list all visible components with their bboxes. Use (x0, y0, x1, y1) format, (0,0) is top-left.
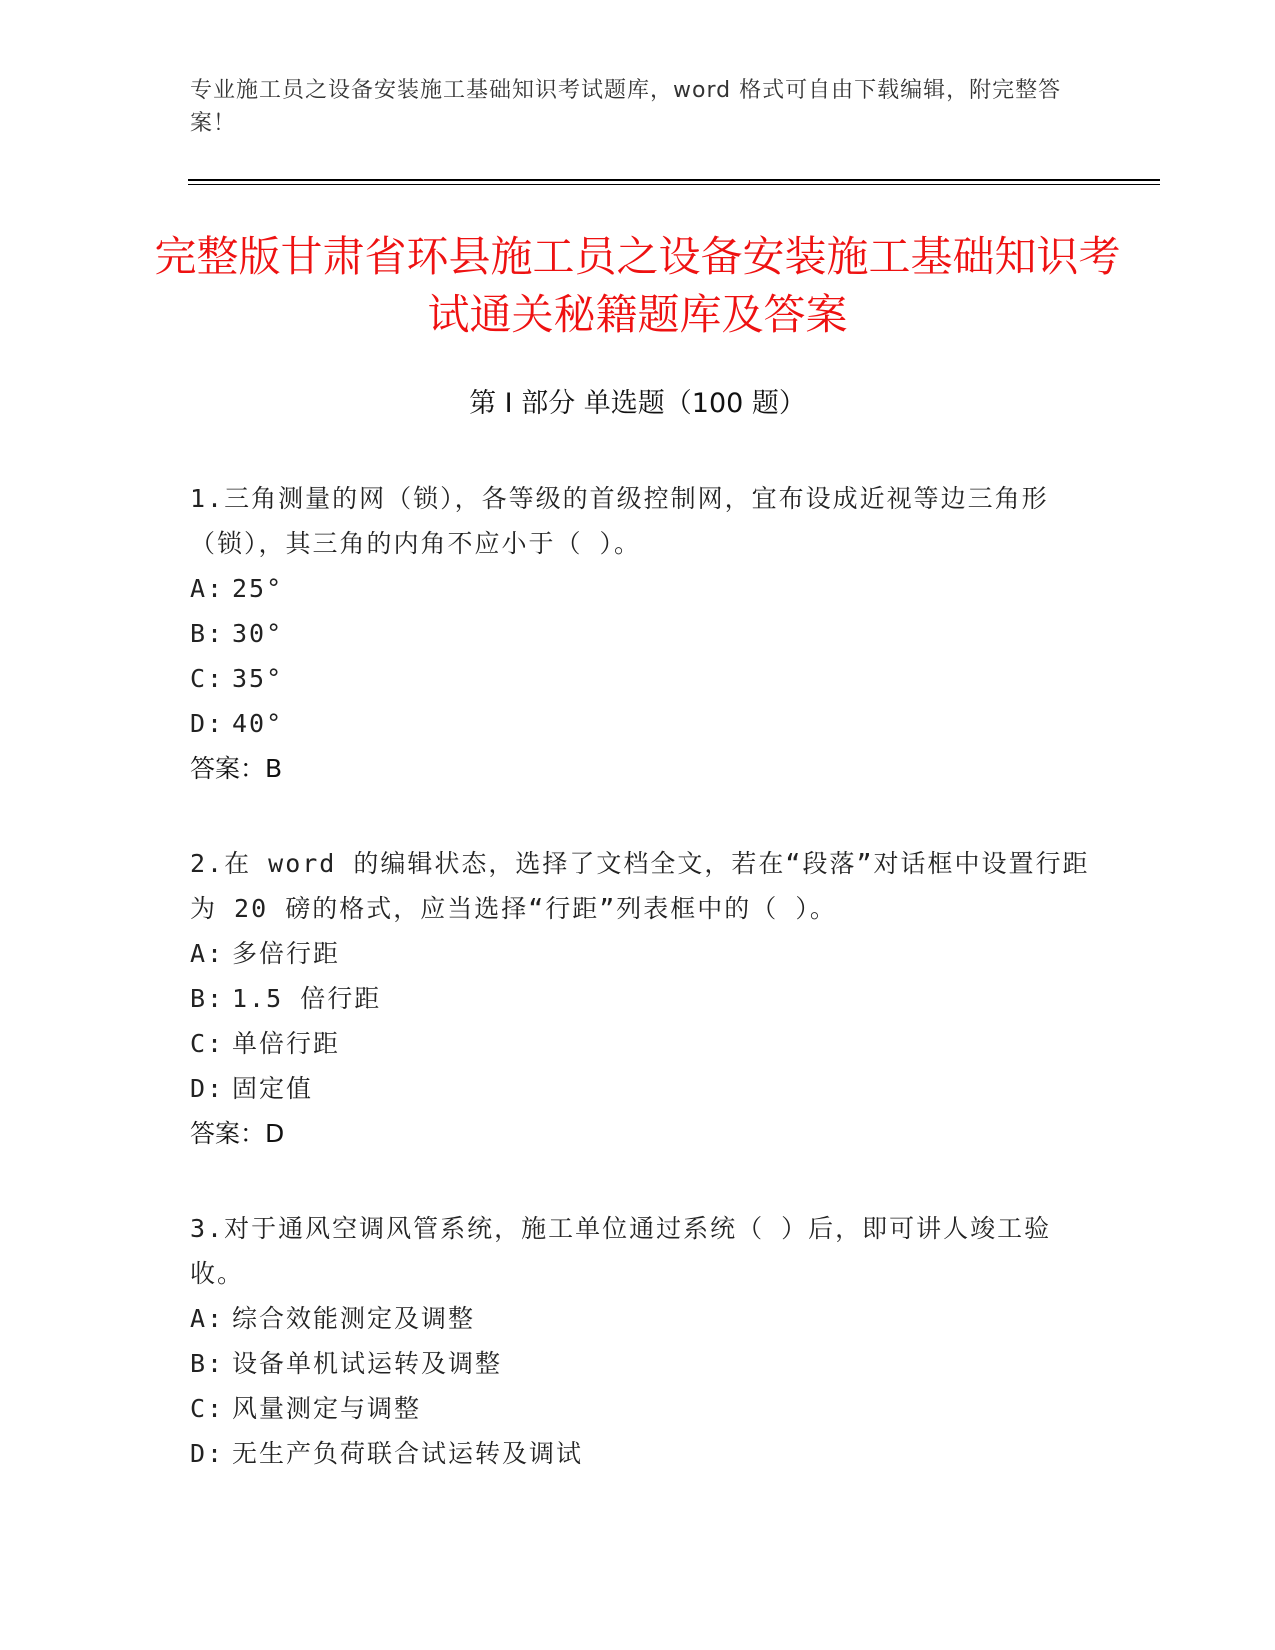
option-text: 设备单机试运转及调整 (232, 1349, 503, 1378)
option-letter: C: (190, 1029, 225, 1058)
header-rule-thin (188, 184, 1160, 185)
question-3 (190, 1206, 1090, 1476)
option-text: 单倍行距 (232, 1029, 341, 1058)
option-d (190, 1431, 1090, 1476)
option-text: 25° (232, 574, 284, 603)
question-1 (190, 476, 1090, 791)
option-letter: A: (190, 574, 225, 603)
option-letter: C: (190, 664, 225, 693)
option-b (190, 611, 1090, 656)
document-title: 完整版甘肃省环县施工员之设备安装施工基础知识考试通关秘籍题库及答案 (154, 232, 1121, 339)
question-stem: 2.在 word 的编辑状态，选择了文档全文，若在“段落”对话框中设置行距为 20 磅的格式，应当选择“行距”列表框中的（ ）。 (190, 849, 1090, 923)
option-d (190, 1066, 1090, 1111)
option-letter: B: (190, 619, 225, 648)
option-c (190, 1021, 1090, 1066)
option-a (190, 931, 1090, 976)
answer-line: 答案：D (190, 1119, 285, 1148)
question-stem: 1.三角测量的网（锁），各等级的首级控制网，宜布设成近视等边三角形（锁），其三角的内角不应小于（ ）。 (190, 484, 1049, 558)
option-d (190, 701, 1090, 746)
answer-line: 答案：B (190, 754, 283, 783)
option-b (190, 1341, 1090, 1386)
option-text: 30° (232, 619, 284, 648)
option-letter: A: (190, 939, 225, 968)
option-letter: B: (190, 1349, 225, 1378)
option-text: 固定值 (232, 1074, 314, 1103)
option-text: 40° (232, 709, 284, 738)
header-rule-thick (188, 179, 1160, 181)
option-a (190, 566, 1090, 611)
section-heading: 第 I 部分 单选题（100 题） (469, 388, 806, 419)
option-letter: D: (190, 709, 225, 738)
option-letter: D: (190, 1074, 225, 1103)
option-c (190, 1386, 1090, 1431)
question-stem: 3.对于通风空调风管系统，施工单位通过系统（ ）后，即可讲人竣工验收。 (190, 1214, 1052, 1288)
option-text: 风量测定与调整 (232, 1394, 422, 1423)
option-text: 1.5 倍行距 (232, 984, 382, 1013)
option-text: 多倍行距 (232, 939, 341, 968)
question-list (190, 476, 1090, 1526)
option-letter: A: (190, 1304, 225, 1333)
option-c (190, 656, 1090, 701)
option-b (190, 976, 1090, 1021)
option-text: 无生产负荷联合试运转及调试 (232, 1439, 584, 1468)
option-letter: B: (190, 984, 225, 1013)
option-a (190, 1296, 1090, 1341)
option-letter: D: (190, 1439, 225, 1468)
option-text: 35° (232, 664, 284, 693)
question-2 (190, 841, 1090, 1156)
option-letter: C: (190, 1394, 225, 1423)
header-note: 专业施工员之设备安装施工基础知识考试题库，word 格式可自由下载编辑，附完整答案！ (190, 78, 1062, 136)
option-text: 综合效能测定及调整 (232, 1304, 476, 1333)
